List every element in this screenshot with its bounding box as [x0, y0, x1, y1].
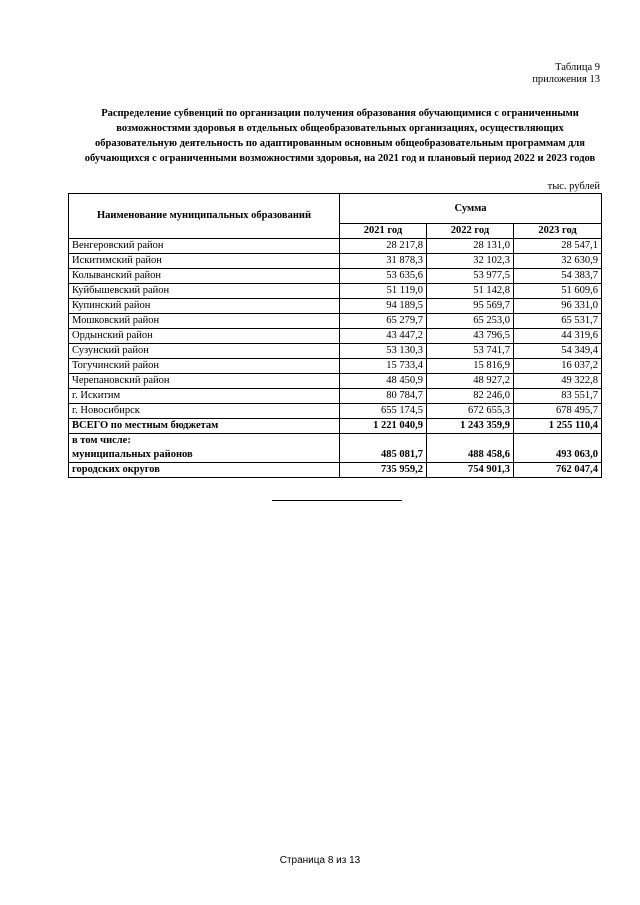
including-label: в том числе: — [69, 434, 340, 449]
total-2021: 1 221 040,9 — [340, 419, 427, 434]
column-header-name: Наименование муниципальных образований — [69, 194, 340, 239]
municipality-name: Сузунский район — [69, 344, 340, 359]
amount-2023: 32 630,9 — [514, 254, 602, 269]
urban-row — [69, 463, 602, 478]
total-label: ВСЕГО по местным бюджетам — [69, 419, 340, 434]
urban-label: городских округов — [69, 463, 340, 478]
table-row — [69, 284, 602, 299]
column-header-2021: 2021 год — [340, 224, 427, 239]
urban-2022: 754 901,3 — [427, 463, 514, 478]
amount-2022: 48 927,2 — [427, 374, 514, 389]
amount-2021: 43 447,2 — [340, 329, 427, 344]
column-header-sum: Сумма — [340, 194, 602, 224]
municipality-name: Куйбышевский район — [69, 284, 340, 299]
amount-2021: 31 878,3 — [340, 254, 427, 269]
table-reference — [532, 62, 600, 86]
municipality-name: г. Искитим — [69, 389, 340, 404]
amount-2022: 672 655,3 — [427, 404, 514, 419]
table-row — [69, 344, 602, 359]
municipal-2022: 488 458,6 — [427, 448, 514, 463]
municipality-name: г. Новосибирск — [69, 404, 340, 419]
municipal-2023: 493 063,0 — [514, 448, 602, 463]
amount-2021: 28 217,8 — [340, 239, 427, 254]
municipal-label: муниципальных районов — [69, 448, 340, 463]
amount-2023: 96 331,0 — [514, 299, 602, 314]
subsidy-table — [68, 193, 602, 478]
amount-2021: 51 119,0 — [340, 284, 427, 299]
table-row — [69, 299, 602, 314]
separator-line — [272, 500, 402, 501]
amount-2021: 80 784,7 — [340, 389, 427, 404]
amount-2021: 53 635,6 — [340, 269, 427, 284]
amount-2023: 678 495,7 — [514, 404, 602, 419]
table-row — [69, 254, 602, 269]
amount-2022: 15 816,9 — [427, 359, 514, 374]
municipality-name: Мошковский район — [69, 314, 340, 329]
urban-2021: 735 959,2 — [340, 463, 427, 478]
total-row — [69, 419, 602, 434]
amount-2023: 83 551,7 — [514, 389, 602, 404]
amount-2022: 32 102,3 — [427, 254, 514, 269]
including-row — [69, 434, 602, 449]
total-2022: 1 243 359,9 — [427, 419, 514, 434]
amount-2021: 53 130,3 — [340, 344, 427, 359]
amount-2022: 65 253,0 — [427, 314, 514, 329]
municipal-row — [69, 448, 602, 463]
amount-2022: 53 977,5 — [427, 269, 514, 284]
municipality-name: Черепановский район — [69, 374, 340, 389]
table-row — [69, 314, 602, 329]
amount-2023: 54 383,7 — [514, 269, 602, 284]
table-row — [69, 374, 602, 389]
document-title: Распределение субвенций по организации получения образования обучающимися с ограниченными возможностями здоровья в отдельных общеобразовательных организациях, осуществляющих образовательную деятельность по адаптированным основным общеобразовательным программам для обучающихся с ограниченными возможностями здоровья, на 2021 год и плановый период 2022 и 2023 годов — [84, 108, 596, 164]
amount-2021: 15 733,4 — [340, 359, 427, 374]
amount-2022: 53 741,7 — [427, 344, 514, 359]
municipality-name: Ордынский район — [69, 329, 340, 344]
table-body — [69, 239, 602, 419]
table-header-row — [69, 194, 602, 224]
table-row — [69, 359, 602, 374]
amount-2022: 95 569,7 — [427, 299, 514, 314]
municipality-name: Тогучинский район — [69, 359, 340, 374]
municipality-name: Искитимский район — [69, 254, 340, 269]
municipality-name: Колыванский район — [69, 269, 340, 284]
amount-2023: 16 037,2 — [514, 359, 602, 374]
table-row — [69, 269, 602, 284]
empty-cell — [427, 434, 514, 449]
empty-cell — [340, 434, 427, 449]
amount-2023: 44 319,6 — [514, 329, 602, 344]
amount-2023: 65 531,7 — [514, 314, 602, 329]
urban-2023: 762 047,4 — [514, 463, 602, 478]
amount-2022: 28 131,0 — [427, 239, 514, 254]
empty-cell — [514, 434, 602, 449]
table-row — [69, 239, 602, 254]
appendix-label: приложения 13 — [532, 74, 600, 85]
amount-2023: 49 322,8 — [514, 374, 602, 389]
municipality-name: Купинский район — [69, 299, 340, 314]
units-label: тыс. рублей — [547, 181, 600, 192]
amount-2022: 82 246,0 — [427, 389, 514, 404]
table-row — [69, 404, 602, 419]
table-row — [69, 329, 602, 344]
column-header-2022: 2022 год — [427, 224, 514, 239]
column-header-2023: 2023 год — [514, 224, 602, 239]
amount-2022: 51 142,8 — [427, 284, 514, 299]
total-2023: 1 255 110,4 — [514, 419, 602, 434]
page-number: Страница 8 из 13 — [279, 855, 361, 866]
amount-2021: 94 189,5 — [340, 299, 427, 314]
municipal-2021: 485 081,7 — [340, 448, 427, 463]
amount-2022: 43 796,5 — [427, 329, 514, 344]
amount-2023: 54 349,4 — [514, 344, 602, 359]
table-label: Таблица 9 — [555, 62, 600, 73]
amount-2021: 655 174,5 — [340, 404, 427, 419]
municipality-name: Венгеровский район — [69, 239, 340, 254]
amount-2021: 65 279,7 — [340, 314, 427, 329]
table-row — [69, 389, 602, 404]
table-summary — [69, 419, 602, 478]
amount-2023: 28 547,1 — [514, 239, 602, 254]
amount-2023: 51 609,6 — [514, 284, 602, 299]
amount-2021: 48 450,9 — [340, 374, 427, 389]
